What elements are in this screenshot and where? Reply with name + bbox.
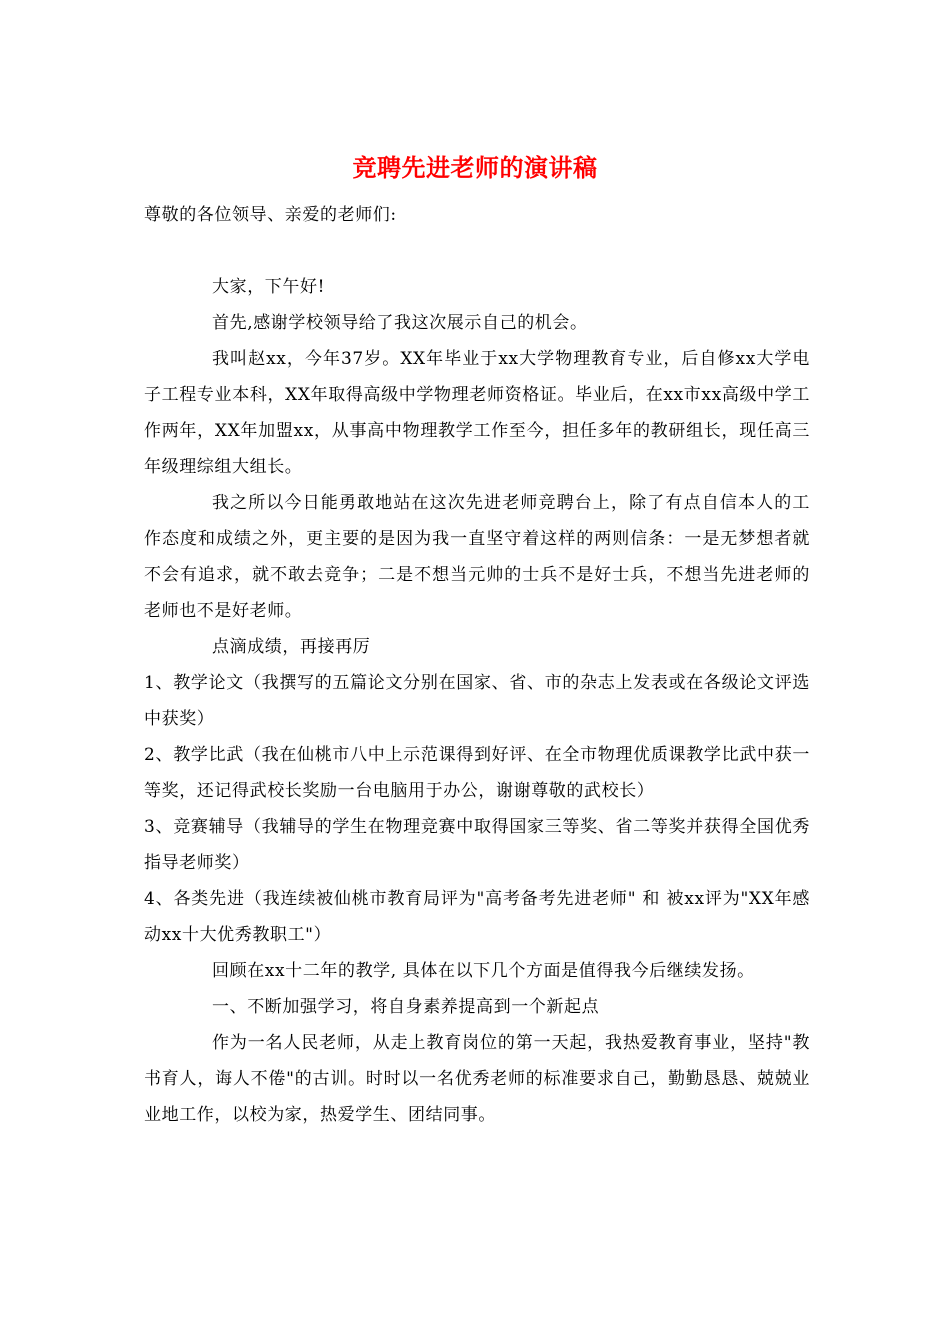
document-title: 竞聘先进老师的演讲稿	[352, 153, 598, 182]
list-item: 1、教学论文（我撰写的五篇论文分别在国家、省、市的杂志上发表或在各级论文评选中获奖）	[144, 673, 810, 729]
greeting-paragraph: 大家，下午好!	[212, 277, 326, 297]
blank-line	[144, 233, 810, 269]
salutation: 尊敬的各位领导、亲爱的老师们:	[144, 205, 397, 225]
review-paragraph: 回顾在xx十二年的教学, 具体在以下几个方面是值得我今后继续发扬。	[212, 961, 755, 981]
teaching-paragraph: 作为一名人民老师，从走上教育岗位的第一天起，我热爱教育事业，坚持"教书育人，诲人不倦"的古训。时时以一名优秀老师的标准要求自己，勤勤恳恳、兢兢业业地工作，以校为家，热爱学生、团结同事。	[144, 1033, 810, 1125]
thanks-paragraph: 首先,感谢学校领导给了我这次展示自己的机会。	[212, 313, 588, 333]
list-item: 2、教学比武（我在仙桃市八中上示范课得到好评、在全市物理优质课教学比武中获一等奖，还记得武校长奖励一台电脑用于办公，谢谢尊敬的武校长）	[144, 745, 810, 801]
document-body	[144, 197, 810, 1133]
list-item: 4、各类先进（我连续被仙桃市教育局评为"高考备考先进老师" 和 被xx评为"XX年感动xx十大优秀教职工"）	[144, 889, 810, 945]
motivation-paragraph: 我之所以今日能勇敢地站在这次先进老师竞聘台上，除了有点自信本人的工作态度和成绩之外，更主要的是因为我一直坚守着这样的两则信条：一是无梦想者就不会有追求，就不敢去竞争；二是不想当元帅的士兵不是好士兵，不想当先进老师的老师也不是好老师。	[144, 493, 810, 621]
achievements-heading: 点滴成绩，再接再厉	[212, 637, 371, 657]
introduction-paragraph: 我叫赵xx，今年37岁。XX年毕业于xx大学物理教育专业，后自修xx大学电子工程专业本科，XX年取得高级中学物理老师资格证。毕业后，在xx市xx高级中学工作两年，XX年加盟xx，从事高中物理教学工作至今，担任多年的教研组长，现任高三年级理综组大组长。	[144, 349, 810, 477]
section-heading: 一、不断加强学习，将自身素养提高到一个新起点	[212, 997, 600, 1017]
list-item: 3、竞赛辅导（我辅导的学生在物理竞赛中取得国家三等奖、省二等奖并获得全国优秀指导老师奖）	[144, 817, 810, 873]
